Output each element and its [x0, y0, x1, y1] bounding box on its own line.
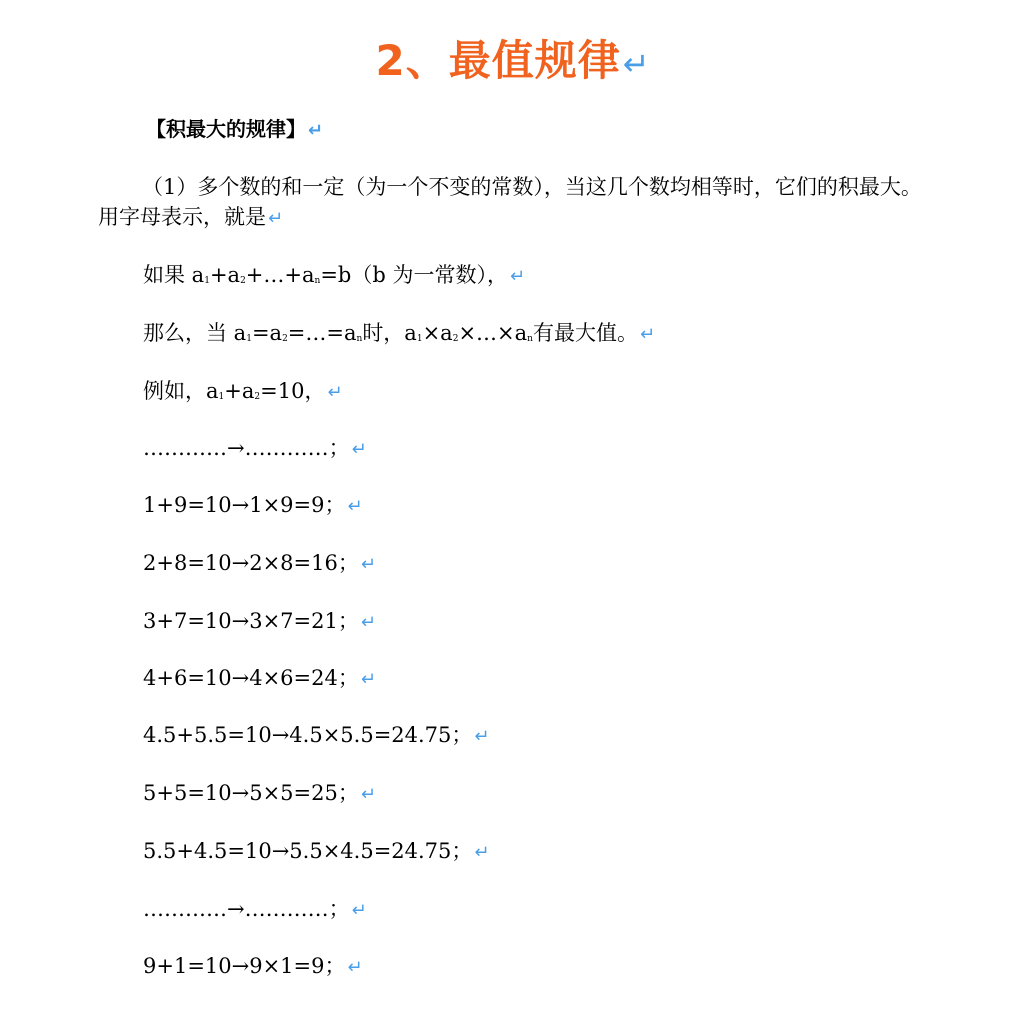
paragraph-mark-icon: ↵ — [360, 669, 376, 690]
paragraph-mark-icon: ↵ — [351, 900, 367, 921]
page-title: 2、最值规律↵ — [375, 36, 651, 85]
paragraph-mark-icon: ↵ — [268, 208, 284, 229]
paragraph-mark-icon: ↵ — [639, 324, 656, 345]
paragraph-mark-icon: ↵ — [360, 612, 376, 633]
paragraph-rule: （1）多个数的和一定（为一个不变的常数），当这几个数均相等时，它们的积最大。用字母表示，就是 ↵ — [98, 175, 922, 229]
paragraph-mark-icon: ↵ — [474, 842, 490, 863]
example-line: 2+8=10→2×8=16； ↵ — [143, 551, 376, 575]
example-line: 9+1=10→9×1=9； ↵ — [143, 954, 363, 978]
formula-if-line: 如果 $a_1+a_2+\dots+a_n=b(b$ 为一常数）， ↵ — [143, 263, 526, 287]
example-line: 4+6=10→4×6=24； ↵ — [143, 666, 376, 690]
example-line: 5+5=10→5×5=25； ↵ — [143, 781, 376, 805]
formula-then-line: 那么，当 $a_1=a_2=\dots=a_n$时，$a_1\times a_2\times\dots\times a_n$有最大值。 ↵ — [143, 321, 656, 345]
paragraph-mark-icon: ↵ — [360, 554, 376, 575]
example-line: 1+9=10→1×9=9； ↵ — [143, 493, 363, 517]
example-line: 4.5+5.5=10→4.5×5.5=24.75； ↵ — [143, 723, 490, 747]
paragraph-mark-icon: ↵ — [622, 45, 651, 83]
example-line: 5.5+4.5=10→5.5×4.5=24.75； ↵ — [143, 839, 490, 863]
paragraph-mark-icon: ↵ — [308, 120, 324, 141]
paragraph-mark-icon: ↵ — [509, 266, 526, 287]
ellipsis-line: …………→…………； ↵ — [143, 897, 367, 921]
example-intro-line: 例如，$a_1+a_2=10$， ↵ — [143, 379, 343, 403]
paragraph-mark-icon: ↵ — [360, 784, 376, 805]
paragraph-mark-icon: ↵ — [474, 726, 490, 747]
section-heading: 【积最大的规律】 ↵ — [146, 117, 324, 141]
example-line: 3+7=10→3×7=21； ↵ — [143, 609, 376, 633]
paragraph-mark-icon: ↵ — [327, 382, 343, 403]
paragraph-mark-icon: ↵ — [347, 957, 363, 978]
paragraph-mark-icon: ↵ — [347, 496, 363, 517]
paragraph-mark-icon: ↵ — [351, 439, 367, 460]
ellipsis-line: …………→…………； ↵ — [143, 436, 367, 460]
